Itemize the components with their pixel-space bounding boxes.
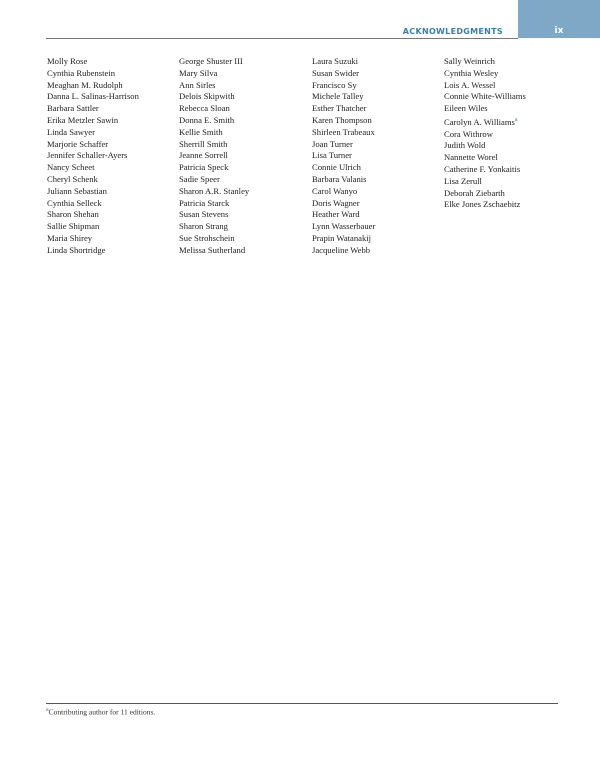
contributor-name: Susan Stevens xyxy=(179,209,229,220)
contributor-name: Patricia Starck xyxy=(179,197,230,208)
contributor-name: Erika Metzler Sawin xyxy=(47,114,119,125)
contributor-name: Jennifer Schaller-Ayers xyxy=(47,150,128,161)
contributor-name: Lisa Zerull xyxy=(444,175,482,186)
contributor-name: Sally Weinrich xyxy=(444,56,495,66)
contributor-name: Cheryl Schenk xyxy=(47,173,98,184)
contributor-name: Donna E. Smith xyxy=(179,114,235,125)
column-2 xyxy=(179,56,311,257)
contributor-name: Rebecca Sloan xyxy=(179,103,230,114)
header-rule xyxy=(46,38,518,39)
contributor-name: Sadie Speer xyxy=(179,173,220,184)
contributor-name: Kellie Smith xyxy=(179,126,223,137)
contributor-name: Meaghan M. Rudolph xyxy=(47,79,123,90)
contributor-name: Carolyn A. Williams$^a$ xyxy=(444,116,518,127)
contributor-name: Cora Withrow xyxy=(444,128,493,139)
column-4 xyxy=(444,56,576,211)
contributor-name: Linda Sawyer xyxy=(47,126,95,137)
contributor-name: Barbara Valanis xyxy=(312,173,367,184)
contributor-name: Lynn Wasserbauer xyxy=(312,221,376,232)
contributor-name: Marjorie Schaffer xyxy=(47,138,109,149)
contributor-name: Esther Thatcher xyxy=(312,103,367,114)
contributor-name: Nannette Worel xyxy=(444,152,498,163)
contributor-name: Cynthia Selleck xyxy=(47,197,102,208)
column-3 xyxy=(312,56,444,257)
contributor-name: Ann Sirles xyxy=(179,79,216,90)
contributor-name: Connie Ulrich xyxy=(312,162,361,173)
contributor-name: Eileen Wiles xyxy=(444,103,488,114)
contributor-name: Molly Rose xyxy=(47,56,88,66)
footnote-rule xyxy=(46,703,558,704)
contributor-name: Cynthia Rubenstein xyxy=(47,67,116,78)
contributor-name: Nancy Scheet xyxy=(47,162,95,173)
contributor-list xyxy=(47,56,567,266)
contributor-name: Joan Turner xyxy=(312,138,353,149)
contributor-name: Melissa Sutherland xyxy=(179,244,246,255)
page-number: ix xyxy=(554,26,564,36)
page-tab xyxy=(518,0,600,38)
contributor-name: Patricia Speck xyxy=(179,162,229,173)
contributor-name: Sharon A.R. Stanley xyxy=(179,185,250,196)
contributor-name: Karen Thompson xyxy=(312,114,372,125)
contributor-name: Sherrill Smith xyxy=(179,138,228,149)
contributor-name: Francisco Sy xyxy=(312,79,357,90)
contributor-name: Cynthia Wesley xyxy=(444,67,499,78)
footnote-marker: a xyxy=(514,116,518,123)
contributor-name: Prapin Watanakij xyxy=(312,232,372,243)
contributor-name: Judith Wold xyxy=(444,140,486,151)
contributor-name: Connie White-Williams xyxy=(444,91,526,102)
contributor-name: Maria Shirey xyxy=(47,232,93,243)
contributor-name: Sue Strohschein xyxy=(179,232,235,243)
footnote xyxy=(46,707,155,717)
footnote-marker: a xyxy=(46,707,49,713)
contributor-name: Sallie Shipman xyxy=(47,221,100,232)
contributor-name: Carol Wanyo xyxy=(312,185,358,196)
contributor-name: Linda Shortridge xyxy=(47,244,106,255)
section-title: ACKNOWLEDGMENTS xyxy=(402,27,503,36)
contributor-name: Jeanne Sorrell xyxy=(179,150,228,161)
contributor-name: Mary Silva xyxy=(179,67,218,78)
contributor-name: Michele Talley xyxy=(312,91,364,102)
contributor-name: Juliann Sebastian xyxy=(47,185,107,196)
contributor-name: Laura Suzuki xyxy=(312,56,359,66)
contributor-name: Barbara Sattler xyxy=(47,103,99,114)
column-1 xyxy=(47,56,179,257)
contributor-name: Catherine F. Yonkaitis xyxy=(444,164,521,175)
contributor-name: Lisa Turner xyxy=(312,150,352,161)
contributor-name: Danna L. Salinas-Harrison xyxy=(47,91,139,102)
contributor-name: Elke Jones Zschaebitz xyxy=(444,199,521,210)
contributor-name: Heather Ward xyxy=(312,209,360,220)
contributor-name: George Shuster III xyxy=(179,56,243,66)
contributor-name: Deborah Ziebarth xyxy=(444,187,505,198)
contributor-name: Delois Skipwith xyxy=(179,91,235,102)
contributor-name: Jacqueline Webb xyxy=(312,244,371,255)
contributor-name: Lois A. Wessel xyxy=(444,79,496,90)
contributor-name: Susan Swider xyxy=(312,67,360,78)
contributor-name: Sharon Shehan xyxy=(47,209,99,220)
footnote-text: Contributing author for 11 editions. xyxy=(48,707,156,717)
contributor-name: Sharon Strang xyxy=(179,221,228,232)
contributor-name: Shirleen Trabeaux xyxy=(312,126,375,137)
contributor-name: Doris Wagner xyxy=(312,197,360,208)
